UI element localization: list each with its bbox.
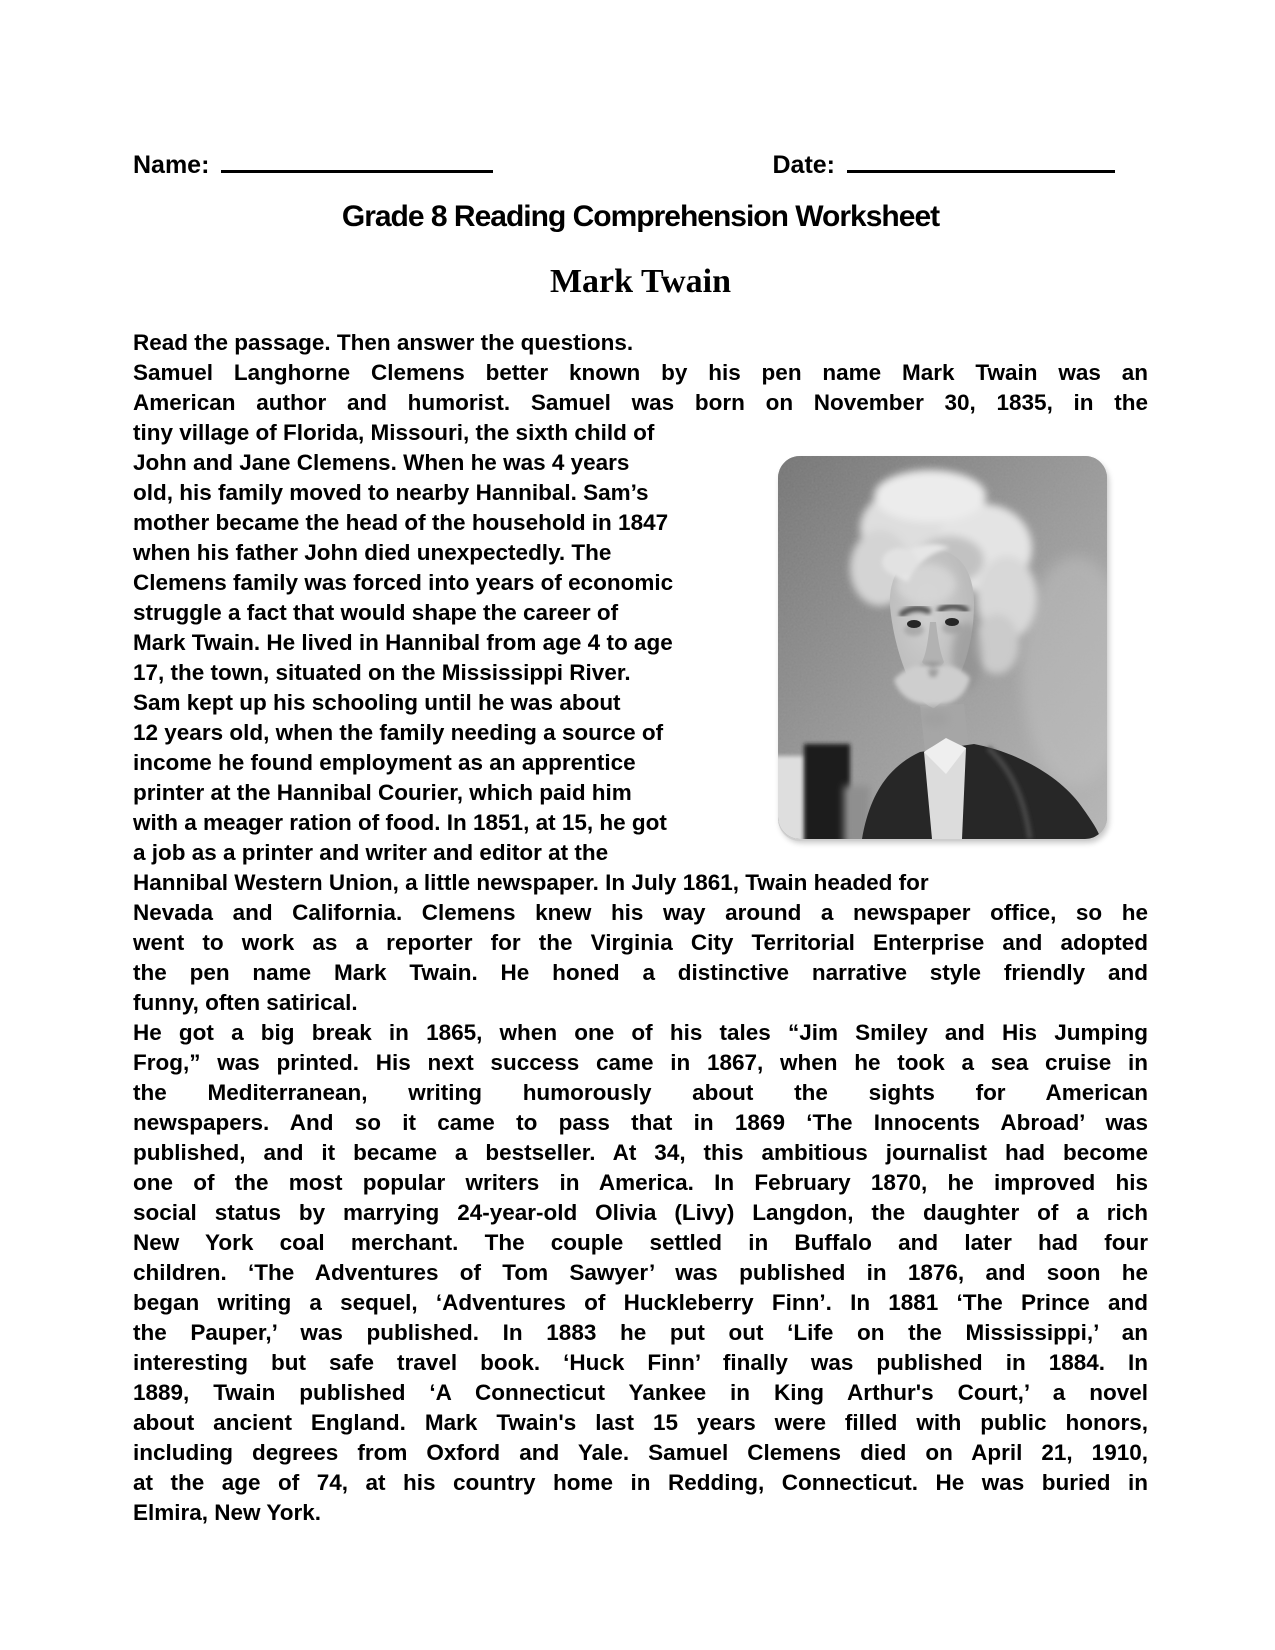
passage-p2-last-line: Elmira, New York. (133, 1500, 321, 1525)
passage-title: Mark Twain (549, 263, 732, 300)
date-blank-line[interactable] (847, 167, 1115, 173)
passage-paragraph2: He got a big break in 1865, when one of his tales “Jim Smiley and His Jumping Frog,” was printed. His next success came in 1867, when he took a sea cruise in the Mediterranean, writing humorously about the sights for American newspapers. And so it came to pass that in 1869 ‘The Innocents Abroad’ was published, and it became a bestseller. At 34, this ambitious journalist had become one of the most popular writers in America. In February 1870, he improved his social status by marrying 24-year-old Olivia (Livy) Langdon, the daughter of a rich New York coal merchant. The couple settled in Buffalo and later had four children. ‘The Adventures of Tom Sawyer’ was published in 1876, and soon he began writing a sequel, ‘Adventures of Huckleberry Finn’. In 1881 ‘The Prince and the Pauper,’ was published. In 1883 he put out ‘Life on the Mississippi,’ an interesting but safe travel book. ‘Huck Finn’ finally was published in 1884. In 1889, Twain published ‘A Connecticut Yankee in King Arthur's Court,’ a novel about ancient England. Mark Twain's last 15 years were filled with public honors, including degrees from Oxford and Yale. Samuel Clemens died on April 21, 1910, at the age of 74, at his country home in Redding, Connecticut. He was buried in (133, 1020, 1148, 1495)
date-label: Date: (772, 151, 835, 179)
name-field-group (133, 150, 493, 180)
name-date-row (133, 150, 1148, 180)
name-blank-line[interactable] (221, 167, 493, 173)
mark-twain-portrait-image (778, 456, 1107, 839)
passage-wrapped-text: tiny village of Florida, Missouri, the sixth child of John and Jane Clemens. When he was 4 years old, his family moved to nearby Hannibal. Sam’s mother became the head of the household in 1847 when his father John died unexpectedly. The Clemens family was forced into years of economic struggle a fact that would shape the career of Mark Twain. He lived in Hannibal from age 4 to age 17, the town, situated on the Mississippi River. Sam kept up his schooling until he was about 12 years old, when the family needing a source of income he found employment as an apprentice printer at the Hannibal Courier, which paid him with a meager ration of food. In 1851, at 15, he got a job as a printer and writer and editor at the Hannibal Western Union, a little newspaper. In July 1861, Twain headed for (133, 420, 929, 895)
passage-post-wrap-text: Nevada and California. Clemens knew his way around a newspaper office, so he went to work as a reporter for the Virginia City Territorial Enterprise and adopted the pen name Mark Twain. He honed a distinctive narrative style friendly and (133, 900, 1148, 985)
passage (133, 358, 1148, 1528)
name-label: Name: (133, 151, 210, 179)
date-field-group (772, 150, 1115, 180)
passage-wrap-block (133, 418, 1148, 1018)
passage-p1-last-line: funny, often satirical. (133, 990, 358, 1015)
instructions-text: Read the passage. Then answer the questions. (133, 330, 634, 355)
mark-twain-photo (778, 456, 1107, 839)
worksheet-title: Grade 8 Reading Comprehension Worksheet (341, 200, 940, 233)
passage-intro: Samuel Langhorne Clemens better known by his pen name Mark Twain was an American author and humorist. Samuel was born on November 30, 1835, in the (133, 360, 1148, 415)
